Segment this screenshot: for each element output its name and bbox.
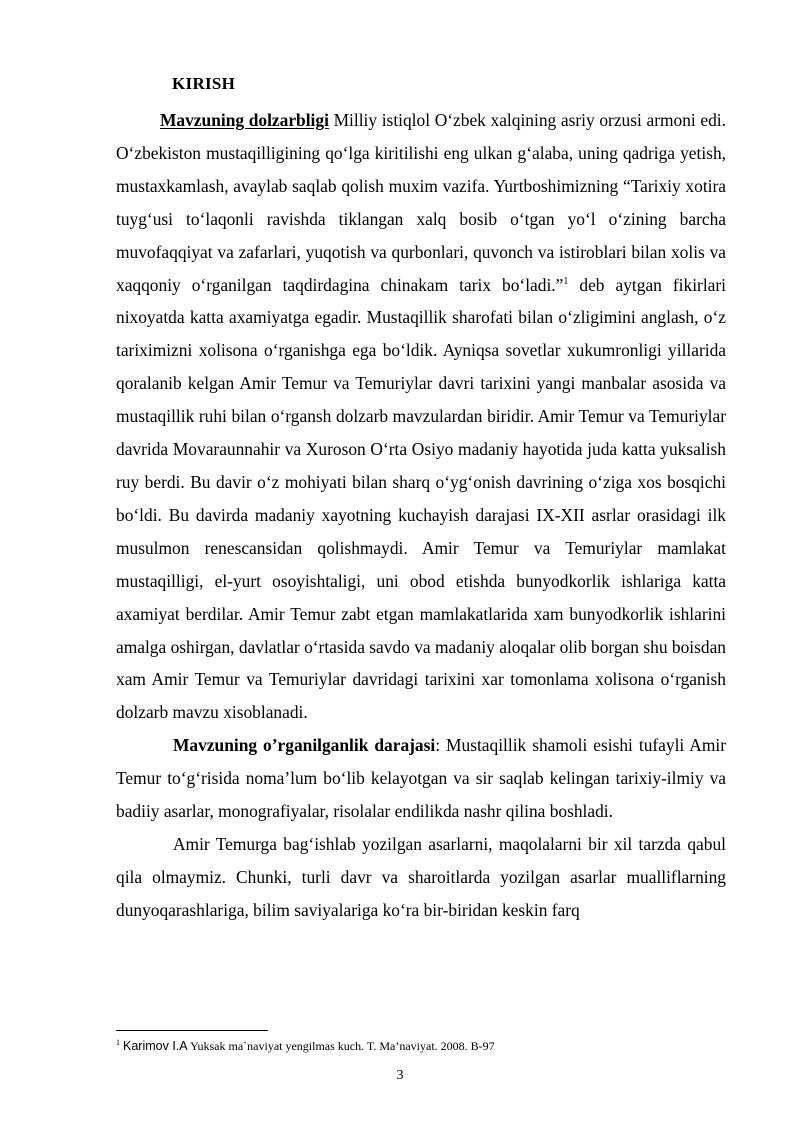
footnote-text: Yuksak ma`naviyat yengilmas kuch. T. Ma’naviyat. 2008. B-97: [187, 1039, 495, 1053]
paragraph-works: Amir Temurga bag‘ishlab yozilgan asarlarni, maqolalarni bir xil tarzda qabul qila olmaymiz. Chunki, turli davr va sharoitlarda yozilgan asarlar mualliflarning dunyoqarashlariga, bilim saviyalariga ko‘ra bir-biridan keskin farq: [116, 833, 726, 920]
relevance-text-a: Milliy istiqlol O‘zbek xalqining asriy orzusi armoni edi. O‘zbekiston mustaqilligining qo‘lga kiritilishi eng ulkan g‘alaba, uning qadriga yetish, mustaxkamlash, avaylab saqlab qolish muxim vazifa. Yurtboshimizning “Tarixiy xotira tuyg‘usi to‘laqonli ravishda tiklangan xalq bosib o‘tgan yo‘l o‘zining barcha muvofaqqiyat va zafarlari, yuqotish va qurbonlari, quvonch va istiroblari bilan xolis va xaqqoniy o‘rganilgan taqdirdagina chinakam tarix bo‘ladi.”: [116, 110, 726, 295]
section-heading: KIRISH: [172, 74, 236, 93]
body-text: [116, 104, 726, 927]
relevance-text-b: deb aytgan fikirlari nixoyatda katta axamiyatga egadir. Mustaqillik sharofati bilan o‘zligimini anglash, o‘z tariximizni xolisona o‘rganishga ega bo‘ldik. Ayniqsa sovetlar xukumronligi yillarida qoralanib kelgan Amir Temur va Temuriylar davri tarixini yangi manbalar asosida va mustaqillik ruhi bilan o‘rgansh dolzarb mavzulardan biridir. Amir Temur va Temuriylar davrida Movaraunnahir va Xuroson O‘rta Osiyo madaniy hayotida juda katta yuksalish ruy berdi. Bu davir o‘z mohiyati bilan sharq o‘yg‘onish davrining o‘ziga xos bosqichi bo‘ldi. Bu davirda madaniy xayotning kuchayish darajasi IX-XII asrlar orasidagi ilk musulmon renescansidan qolishmaydi. Amir Temur va Temuriylar mamlakat mustaqilligi, el-yurt osoyishtaligi, uni obod etishda bunyodkorlik ishlariga katta axamiyat berdilar. Amir Temur zabt etgan mamlakatlarida xam bunyodkorlik ishlarini amalga oshirgan, davlatlar o‘rtasida savdo va madaniy aloqalar olib borgan shu boisdan xam Amir Temur va Temuriylar davridagi tarixini xar tomonlama xolisona o‘rganish dolzarb mavzu xisoblanadi.: [116, 274, 727, 723]
footnote-divider: [116, 1030, 268, 1031]
paragraph-study-level: [116, 729, 726, 828]
footnote: [116, 1039, 495, 1053]
footnote-number: 1: [116, 1038, 120, 1047]
paragraph-relevance: [116, 104, 726, 729]
relevance-lead: Mavzuning dolzarbligi: [160, 110, 329, 130]
study-level-text: : Mustaqillik shamoli esishi tufayli Amir Temur to‘g‘risida noma’lum bo‘lib kelayotgan va sir saqlab kelingan tarixiy-ilmiy va badiiy asarlar, monografiyalar, risolalar endilikda nashr qilina boshladi.: [116, 735, 726, 822]
footnote-author: Karimov I.A: [123, 1039, 188, 1053]
footnote-ref[interactable]: 1: [563, 275, 569, 287]
study-level-lead: Mavzuning o’rganilganlik darajasi: [173, 735, 436, 756]
page-number: 3: [396, 1068, 404, 1083]
